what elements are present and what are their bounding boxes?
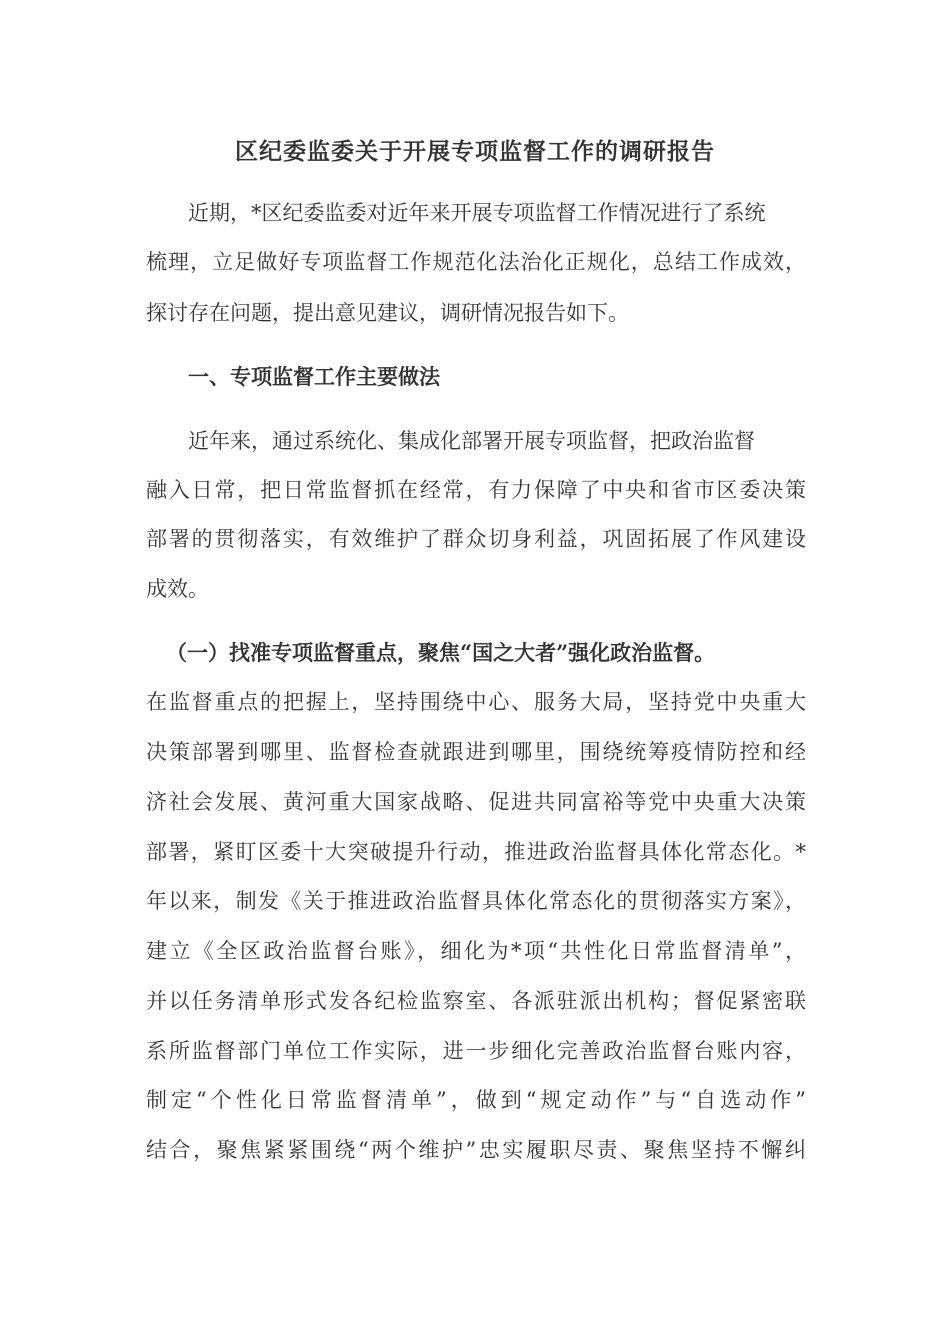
subsection1-line-4: 部署，紧盯区委十大突破提升行动，推进政治监督具体化常态化。* <box>146 840 806 864</box>
document-title: 区纪委监委关于开展专项监督工作的调研报告 <box>235 138 715 165</box>
subsection1-line-9: 制定“个性化日常监督清单”，做到“规定动作”与“自选动作” <box>146 1088 806 1112</box>
subsection1-line-6: 建立《全区政治监督台账》，细化为*项“共性化日常监督清单”， <box>146 939 806 963</box>
section1-line-1: 近年来，通过系统化、集成化部署开展专项监督，把政治监督 <box>188 429 755 453</box>
subsection1-line-1: 在监督重点的把握上，坚持围绕中心、服务大局，坚持党中央重大 <box>146 690 806 714</box>
section1-heading: 一、专项监督工作主要做法 <box>188 364 440 389</box>
intro-line-3: 探讨存在问题，提出意见建议，调研情况报告如下。 <box>146 301 629 325</box>
subsection1-line-7: 并以任务清单形式发各纪检监察室、各派驻派出机构；督促紧密联 <box>146 989 806 1013</box>
section1-line-4: 成效。 <box>146 577 209 601</box>
subsection1-line-8: 系所监督部门单位工作实际，进一步细化完善政治监督台账内容， <box>146 1039 806 1063</box>
subsection1-heading: （一）找准专项监督重点，聚焦“国之大者”强化政治监督。 <box>166 640 716 665</box>
subsection1-line-10: 结合，聚焦紧紧围绕“两个维护”忠实履职尽责、聚焦坚持不懈纠 <box>146 1138 806 1162</box>
subsection1-line-5: 年以来，制发《关于推进政治监督具体化常态化的贯彻落实方案》， <box>146 889 806 913</box>
section1-line-2: 融入日常，把日常监督抓在经常，有力保障了中央和省市区委决策 <box>146 478 806 502</box>
section1-line-3: 部署的贯彻落实，有效维护了群众切身利益，巩固拓展了作风建设 <box>146 527 806 551</box>
subsection1-line-3: 济社会发展、黄河重大国家战略、促进共同富裕等党中央重大决策 <box>146 790 806 814</box>
intro-line-1: 近期，*区纪委监委对近年来开展专项监督工作情况进行了系统 <box>188 201 766 225</box>
subsection1-line-2: 决策部署到哪里、监督检查就跟进到哪里，围绕统筹疫情防控和经 <box>146 740 806 764</box>
intro-line-2: 梳理，立足做好专项监督工作规范化法治化正规化，总结工作成效， <box>146 250 806 274</box>
